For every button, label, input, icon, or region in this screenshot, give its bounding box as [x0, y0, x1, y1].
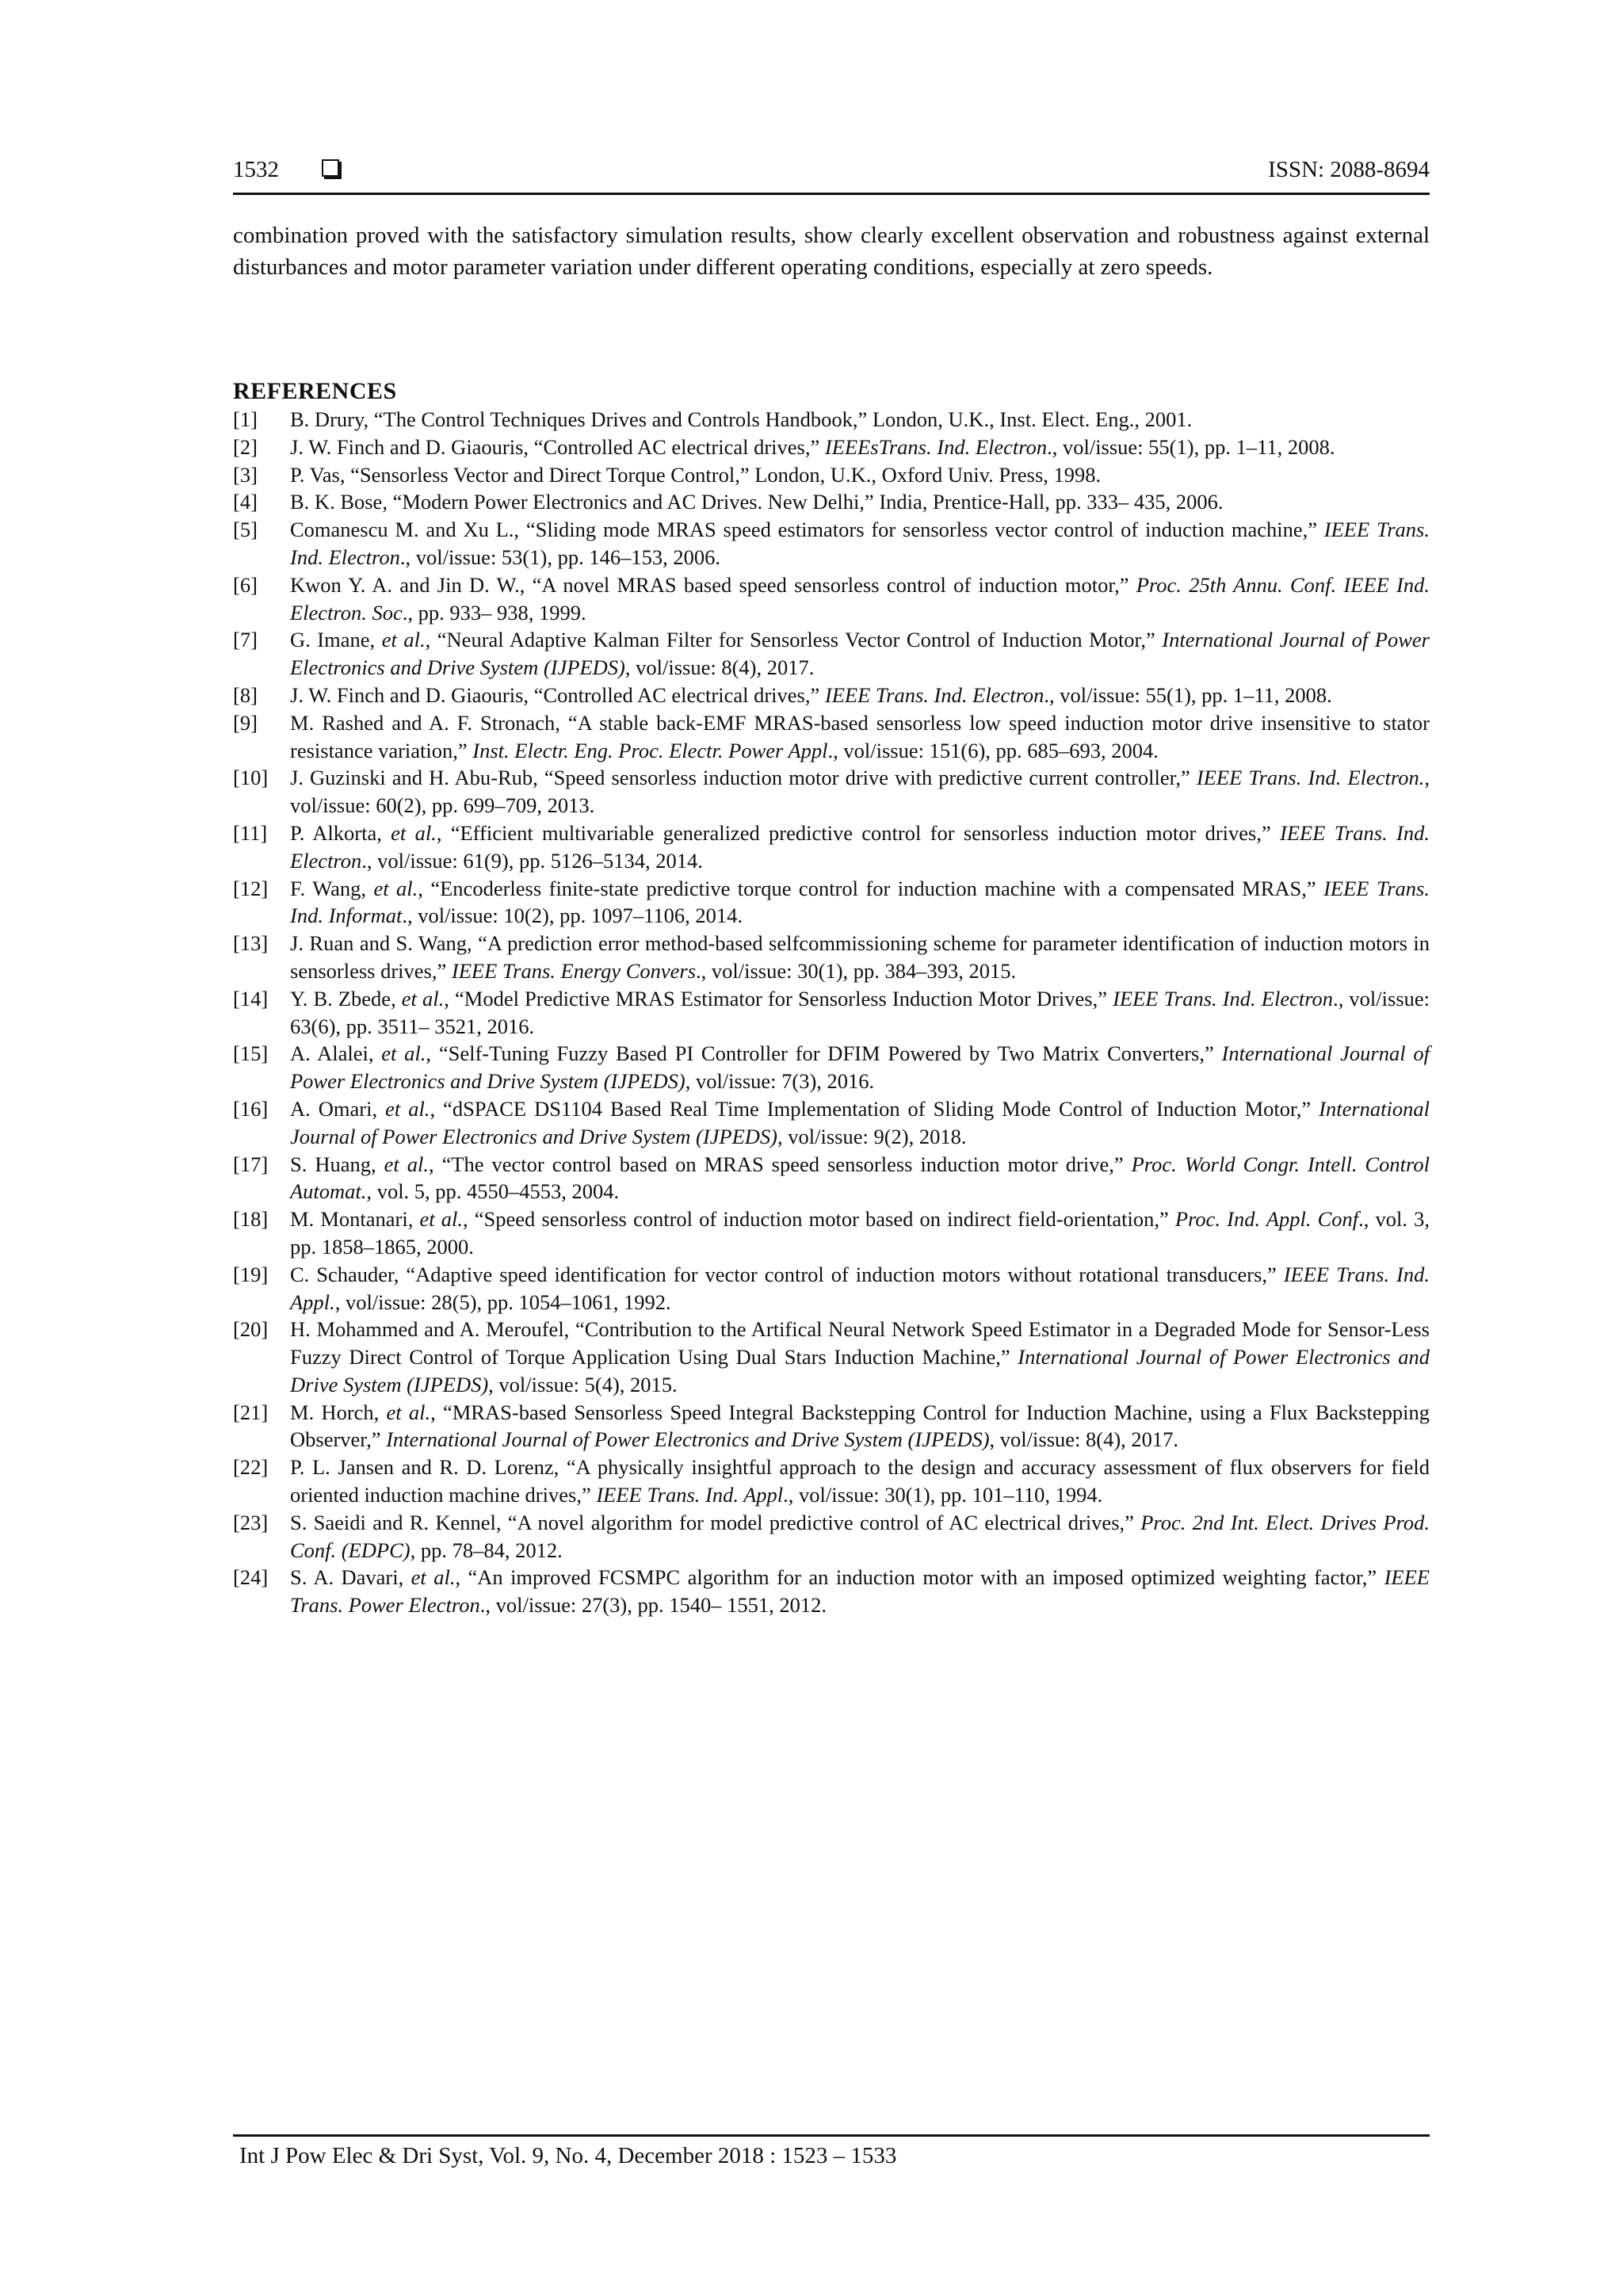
reference-text-run: ., vol/issue: 63(6), pp. 3511– 3521, 2016. — [290, 986, 1430, 1038]
reference-text-run: ., vol/issue: 55(1), pp. 1–11, 2008. — [1047, 434, 1335, 459]
reference-number: [14] — [233, 986, 269, 1010]
reference-italic-text: International Journal of Power Electronics and Drive System (IJPEDS) — [386, 1427, 990, 1452]
reference-text — [290, 1455, 1430, 1507]
reference-text — [290, 1317, 1430, 1396]
reference-number: [7] — [233, 628, 258, 652]
reference-text — [290, 987, 1430, 1038]
reference-text-run: P. Vas, “Sensorless Vector and Direct Torque Control,” London, U.K., Oxford Univ. Press, 1998. — [290, 462, 1102, 487]
reference-item — [233, 819, 1430, 875]
reference-text-run: C. Schauder, “Adaptive speed identification for vector control of induction motors without rotational transducers,” — [290, 1262, 1284, 1286]
reference-text-run: vol. 5, pp. 4550–4553, 2004. — [372, 1179, 620, 1204]
reference-text-run: ., vol/issue: 151(6), pp. 685–693, 2004. — [827, 738, 1159, 762]
reference-item — [233, 1205, 1430, 1261]
reference-italic-text: Proc. World Congr. Intell. Control Automat., — [290, 1152, 1430, 1204]
reference-item — [233, 1151, 1430, 1206]
reference-text — [290, 573, 1430, 625]
reference-text-run: A. Alalei, — [290, 1041, 382, 1066]
reference-text-run: J. W. Finch and D. Giaouris, “Controlled AC electrical drives,” — [290, 682, 825, 707]
reference-text-run: G. Imane, — [290, 628, 382, 652]
reference-number: [4] — [233, 490, 258, 514]
reference-text-run: , “Model Predictive MRAS Estimator for Sensorless Induction Motor Drives,” — [444, 986, 1113, 1010]
reference-italic-text: IEEE Trans. Ind. Electron — [1113, 986, 1334, 1010]
reference-number: [18] — [233, 1207, 269, 1232]
reference-italic-text: et al. — [401, 986, 445, 1010]
reference-text-run: B. Drury, “The Control Techniques Drives and Controls Handbook,” London, U.K., Inst. Elect. Eng., 2001. — [290, 407, 1193, 431]
reference-italic-text: IEEE Trans. Ind. Electron — [290, 820, 1430, 873]
reference-list — [233, 406, 1430, 1619]
reference-number: [2] — [233, 434, 258, 459]
reference-text-run: Comanescu M. and Xu L., “Sliding mode MRAS speed estimators for sensorless vector control of induction machine,” — [290, 518, 1324, 542]
reference-text-run: J. W. Finch and D. Giaouris, “Controlled AC electrical drives,” — [290, 434, 825, 459]
reference-number: [16] — [233, 1096, 269, 1121]
reference-italic-text: International Journal of Power Electronics and Drive System (IJPEDS) — [290, 1096, 1430, 1148]
reference-text-run: S. Huang, — [290, 1152, 384, 1176]
reference-text-run: ., vol/issue: 55(1), pp. 1–11, 2008. — [1044, 682, 1332, 707]
reference-text — [290, 1511, 1430, 1562]
reference-number: [19] — [233, 1262, 269, 1286]
reference-text — [290, 463, 1101, 487]
reference-text — [290, 1565, 1430, 1617]
reference-item — [233, 1095, 1430, 1151]
reference-italic-text: IEEE Trans. Ind. Electron. — [1196, 766, 1425, 790]
reference-text-run: M. Montanari, — [290, 1207, 420, 1232]
reference-text — [290, 628, 1430, 679]
reference-text-run: ., vol/issue: 27(3), pp. 1540– 1551, 2012. — [479, 1593, 827, 1618]
reference-item — [233, 626, 1430, 682]
reference-text — [290, 518, 1430, 569]
footer-rule — [233, 2134, 1430, 2137]
reference-text-run: , vol/issue: 9(2), 2018. — [777, 1124, 967, 1148]
square-bullet-icon — [322, 159, 339, 177]
reference-italic-text: et al. — [419, 1207, 463, 1232]
reference-text — [290, 1097, 1430, 1148]
reference-item — [233, 1316, 1430, 1398]
reference-italic-text: IEEEsTrans. Ind. Electron — [824, 434, 1048, 459]
reference-text-run: M. Rashed and A. F. Stronach, “A stable back-EMF MRAS-based sensorless low speed induction motor drive insensitive to stator resistance variation,” — [290, 710, 1430, 762]
reference-italic-text: IEEE Trans. Ind. Electron — [290, 518, 1430, 569]
reference-text-run: , vol/issue: 7(3), 2016. — [685, 1069, 875, 1094]
page-number: 1532 — [233, 157, 279, 182]
reference-italic-text: Proc. Ind. Appl. Conf — [1174, 1207, 1359, 1232]
reference-italic-text: Inst. Electr. Eng. Proc. Electr. Power Appl — [472, 738, 828, 762]
reference-text-run: B. K. Bose, “Modern Power Electronics and AC Drives. New Delhi,” India, Prentice-Hall, pp. 333– 435, 2006. — [290, 490, 1224, 514]
footer-citation: Int J Pow Elec & Dri Syst, Vol. 9, No. 4, December 2018 : 1523 – 1533 — [239, 2143, 897, 2168]
reference-text-run: P. Alkorta, — [290, 820, 391, 845]
reference-number: [15] — [233, 1041, 269, 1066]
reference-text-run: , “The vector control based on MRAS speed sensorless induction motor drive,” — [428, 1152, 1132, 1176]
reference-number: [1] — [233, 407, 258, 431]
reference-number: [10] — [233, 766, 269, 790]
reference-text-run: ., vol/issue: 30(1), pp. 384–393, 2015. — [696, 958, 1017, 983]
reference-text-run: P. L. Jansen and R. D. Lorenz, “A physically insightful approach to the design and accuracy assessment of flux observers for field oriented induction machine drives,” — [290, 1455, 1430, 1507]
reference-italic-text: IEEE Trans. Energy Convers — [451, 958, 697, 983]
reference-item — [233, 764, 1430, 819]
reference-italic-text: et al. — [384, 1152, 429, 1176]
page-header — [233, 155, 1430, 197]
reference-number: [17] — [233, 1152, 269, 1176]
reference-text-run: , vol/issue: 28(5), pp. 1054–1061, 1992. — [334, 1289, 671, 1314]
reference-item — [233, 985, 1430, 1041]
reference-text — [290, 683, 1332, 707]
reference-text-run: Y. B. Zbede, — [290, 986, 402, 1010]
reference-text-run: ., vol. 3, pp. 1858–1865, 2000. — [290, 1207, 1430, 1259]
reference-number: [9] — [233, 710, 258, 735]
reference-text-run: , vol/issue: 8(4), 2017. — [989, 1427, 1179, 1452]
reference-item — [233, 488, 1430, 516]
reference-number: [20] — [233, 1317, 269, 1342]
header-rule — [233, 193, 1430, 195]
reference-italic-text: et al. — [381, 1041, 426, 1066]
reference-text-run: ., pp. 933– 938, 1999. — [402, 600, 586, 625]
reference-text-run: ., vol/issue: 30(1), pp. 101–110, 1994. — [783, 1483, 1103, 1507]
reference-italic-text: et al. — [411, 1565, 456, 1590]
reference-italic-text: International Journal of Power Electronics and Drive System (IJPEDS) — [290, 628, 1430, 680]
reference-italic-text: IEEE Trans. Power Electron — [290, 1565, 1430, 1618]
reference-text-run: , “Self-Tuning Fuzzy Based PI Controller for DFIM Powered by Two Matrix Converters,” — [426, 1041, 1222, 1066]
reference-text-run: Kwon Y. A. and Jin D. W., “A novel MRAS based speed sensorless control of induction motor,” — [290, 572, 1136, 597]
reference-number: [8] — [233, 682, 258, 707]
reference-text-run: , “Encoderless finite-state predictive torque control for induction machine with a compensated MRAS,” — [418, 876, 1324, 900]
reference-text-run: , “Efficient multivariable generalized predictive control for sensorless induction motor drives,” — [436, 820, 1281, 845]
reference-text-run: pp. 78–84, 2012. — [415, 1538, 563, 1562]
reference-italic-text: IEEE Trans. Ind. Informat — [290, 876, 1430, 928]
reference-number: [3] — [233, 462, 258, 487]
reference-text — [290, 931, 1430, 983]
reference-item — [233, 875, 1430, 930]
intro-paragraph: combination proved with the satisfactory simulation results, show clearly excellent observation and robustness against external disturbances and motor parameter variation under different operating conditions, especially at zero speeds. — [233, 223, 1430, 280]
reference-number: [6] — [233, 572, 258, 597]
reference-italic-text: IEEE Trans. Ind. Appl — [596, 1483, 784, 1507]
reference-text-run: , “Neural Adaptive Kalman Filter for Sensorless Vector Control of Induction Motor,” — [425, 628, 1163, 652]
reference-text-run: , “dSPACE DS1104 Based Real Time Implementation of Sliding Mode Control of Induction Motor,” — [430, 1096, 1319, 1121]
reference-text — [290, 490, 1224, 514]
reference-number: [12] — [233, 876, 269, 900]
reference-item — [233, 1040, 1430, 1095]
reference-text-run: , vol/issue: 5(4), 2015. — [488, 1372, 678, 1396]
reference-number: [21] — [233, 1400, 269, 1424]
reference-text — [290, 1041, 1430, 1093]
reference-italic-text: IEEE Trans. Ind. Electron — [824, 682, 1044, 707]
reference-text-run: S. A. Davari, — [290, 1565, 411, 1590]
reference-text-run: J. Guzinski and H. Abu-Rub, “Speed sensorless induction motor drive with predictive current controller,” — [290, 766, 1197, 790]
reference-text — [290, 877, 1430, 928]
reference-text-run: , vol/issue: 8(4), 2017. — [624, 655, 815, 680]
issn-label: ISSN: 2088-8694 — [1268, 157, 1430, 182]
references-heading: REFERENCES — [233, 378, 397, 404]
reference-text-run: A. Omari, — [290, 1096, 386, 1121]
reference-text-run: M. Horch, — [290, 1400, 387, 1424]
reference-item — [233, 461, 1430, 489]
reference-item — [233, 682, 1430, 709]
reference-text-run: H. Mohammed and A. Meroufel, “Contribution to the Artifical Neural Network Speed Estimator in a Degraded Mode for Sensor-Less Fuzzy Direct Control of Torque Application Using Dual Stars Induction Machine,” — [290, 1317, 1430, 1370]
reference-item — [233, 434, 1430, 461]
reference-item — [233, 516, 1430, 571]
reference-item — [233, 406, 1430, 434]
reference-text — [290, 1152, 1430, 1204]
reference-number: [13] — [233, 931, 269, 956]
reference-item — [233, 1399, 1430, 1454]
reference-text-run: , “An improved FCSMPC algorithm for an induction motor with an imposed optimized weighting factor,” — [455, 1565, 1384, 1590]
reference-italic-text: et al. — [373, 876, 418, 900]
reference-text — [290, 766, 1430, 817]
reference-italic-text: et al. — [386, 1400, 431, 1424]
reference-text-run: , vol/issue: 60(2), pp. 699–709, 2013. — [290, 766, 1430, 818]
reference-text-run: ., vol/issue: 61(9), pp. 5126–5134, 2014. — [361, 848, 703, 873]
reference-item — [233, 571, 1430, 627]
reference-text-run: J. Ruan and S. Wang, “A prediction error method-based selfcommissioning scheme for parameter identification of induction motors in sensorless drives,” — [290, 931, 1430, 983]
reference-text-run: ., vol/issue: 10(2), pp. 1097–1106, 2014. — [402, 904, 743, 928]
reference-text-run: , “Speed sensorless control of induction motor based on indirect field-orientation,” — [462, 1207, 1175, 1232]
reference-italic-text: et al. — [385, 1096, 430, 1121]
reference-text — [290, 821, 1430, 873]
reference-item — [233, 1509, 1430, 1564]
reference-text-run: S. Saeidi and R. Kennel, “A novel algorithm for model predictive control of AC electrical drives,” — [290, 1510, 1141, 1534]
reference-item — [233, 709, 1430, 765]
reference-italic-text: et al. — [381, 628, 426, 652]
reference-item — [233, 1261, 1430, 1316]
reference-italic-text: Proc. 2nd Int. Elect. Drives Prod. Conf. (EDPC), — [290, 1510, 1430, 1562]
reference-italic-text: et al. — [391, 820, 437, 845]
reference-item — [233, 1564, 1430, 1619]
reference-text-run: ., vol/issue: 53(1), pp. 146–153, 2006. — [399, 544, 720, 569]
reference-number: [5] — [233, 518, 258, 542]
reference-item — [233, 930, 1430, 985]
reference-text-run: , “MRAS-based Sensorless Speed Integral Backstepping Control for Induction Machine, using a Flux Backstepping Observer,” — [290, 1400, 1430, 1452]
reference-text — [290, 435, 1335, 459]
reference-item — [233, 1454, 1430, 1509]
reference-number: [23] — [233, 1510, 269, 1534]
reference-text — [290, 407, 1192, 431]
reference-text-run: F. Wang, — [290, 876, 374, 900]
reference-italic-text: International Journal of Power Electronics and Drive System (IJPEDS) — [290, 1041, 1430, 1094]
reference-italic-text: International Journal of Power Electronics and Drive System (IJPEDS) — [290, 1345, 1430, 1396]
reference-text — [290, 1400, 1430, 1452]
reference-number: [24] — [233, 1565, 269, 1590]
reference-text — [290, 711, 1430, 762]
reference-italic-text: IEEE Trans. Ind. Appl. — [290, 1262, 1430, 1314]
reference-text — [290, 1207, 1430, 1259]
reference-text — [290, 1263, 1430, 1314]
reference-italic-text: Proc. 25th Annu. Conf. IEEE Ind. Electron. Soc — [290, 572, 1430, 625]
reference-number: [22] — [233, 1455, 269, 1480]
reference-number: [11] — [233, 820, 268, 845]
